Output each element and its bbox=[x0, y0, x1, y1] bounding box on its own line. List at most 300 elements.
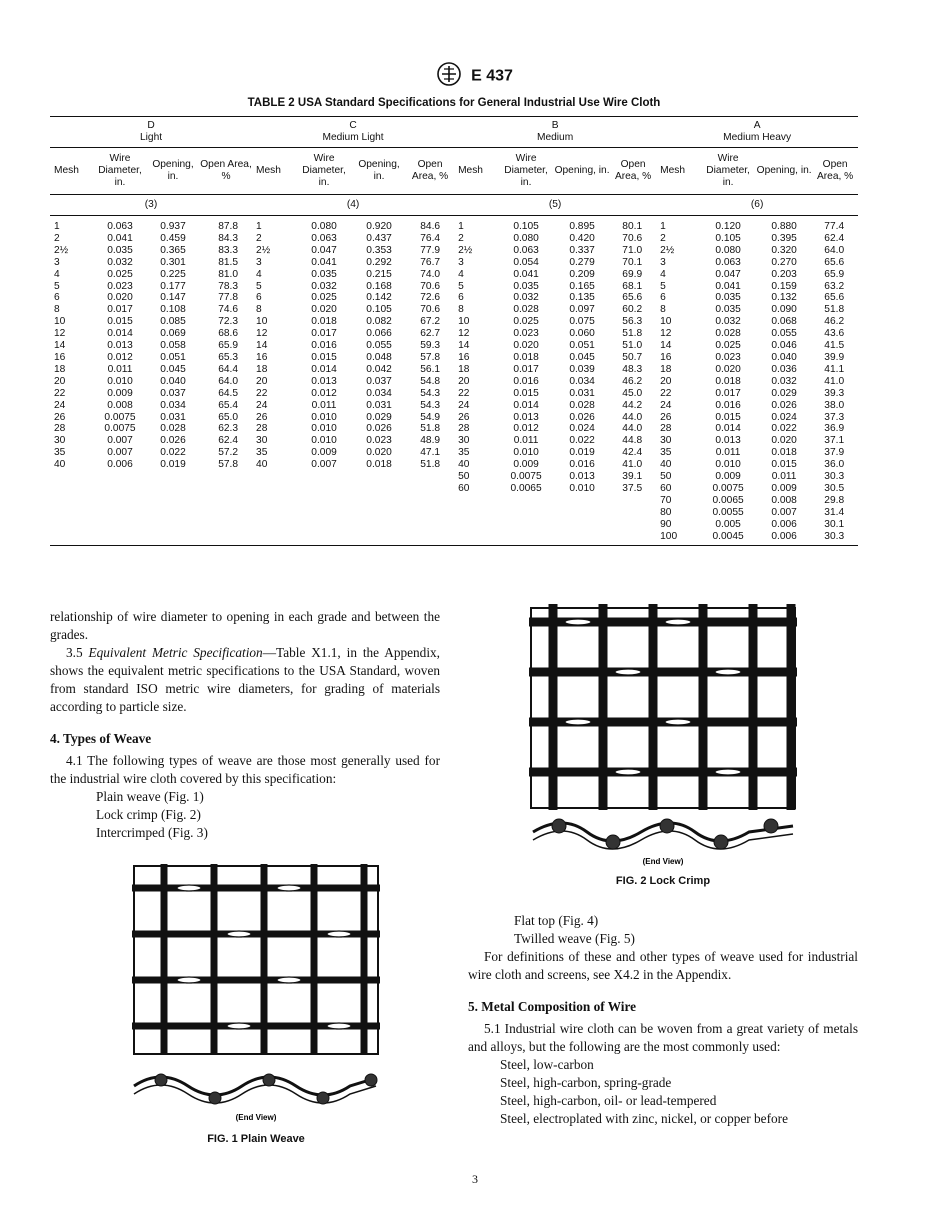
column-number-row bbox=[50, 195, 858, 216]
table-cell: 62.4 bbox=[824, 232, 845, 244]
table-cell: 0.353 bbox=[366, 244, 392, 256]
weave-item: Lock crimp (Fig. 2) bbox=[96, 807, 201, 822]
table-cell bbox=[94, 471, 146, 483]
table-cell: 76.4 bbox=[420, 232, 441, 244]
table-cell: 1 bbox=[458, 221, 464, 232]
table-row bbox=[50, 400, 858, 412]
table-cell: 50.7 bbox=[622, 351, 643, 363]
spec-table-body bbox=[50, 216, 858, 546]
table-cell bbox=[406, 519, 454, 531]
figure-2 bbox=[518, 600, 808, 887]
table-cell bbox=[498, 531, 554, 546]
table-cell: 0.034 bbox=[569, 375, 595, 387]
table-cell: 0.0075 bbox=[712, 482, 744, 494]
table-cell: 78.3 bbox=[218, 280, 239, 292]
table-cell: 57.8 bbox=[420, 351, 441, 363]
table-cell: 57.2 bbox=[218, 447, 239, 459]
table-cell: 0.011 bbox=[715, 447, 741, 459]
table-cell bbox=[146, 519, 200, 531]
table-cell: 54.3 bbox=[420, 387, 441, 399]
table-cell: 68.1 bbox=[622, 280, 643, 292]
table-cell bbox=[454, 495, 498, 507]
table-cell: 0.009 bbox=[311, 447, 337, 459]
table-cell bbox=[252, 507, 296, 519]
table-cell: 0.063 bbox=[311, 232, 337, 244]
grade-header bbox=[656, 117, 858, 148]
table-cell: 4 bbox=[256, 268, 262, 280]
table-cell: 20 bbox=[54, 375, 66, 387]
table-cell: 37.5 bbox=[622, 482, 643, 494]
grade-letter: B bbox=[551, 120, 559, 131]
table-cell: 43.6 bbox=[824, 328, 845, 340]
table-cell bbox=[296, 483, 352, 495]
table-cell: 37.9 bbox=[824, 447, 845, 459]
table-cell: 10 bbox=[660, 316, 672, 328]
table-cell: 4 bbox=[660, 268, 666, 280]
table-cell: 5 bbox=[660, 280, 666, 292]
table-cell: 81.5 bbox=[218, 256, 239, 268]
table-cell: 20 bbox=[660, 375, 672, 387]
column-header: Mesh bbox=[252, 148, 296, 195]
table-cell: 0.437 bbox=[366, 232, 392, 244]
table-cell bbox=[610, 519, 656, 531]
table-cell: 0.020 bbox=[311, 304, 337, 316]
table-cell bbox=[146, 531, 200, 546]
column-header: Open Area, % bbox=[406, 148, 454, 195]
table-cell: 2½ bbox=[256, 244, 271, 256]
table-cell: 6 bbox=[256, 292, 262, 304]
table-cell: 0.010 bbox=[311, 435, 337, 447]
page-number: 3 bbox=[472, 1172, 478, 1186]
table-cell: 60 bbox=[660, 482, 672, 494]
table-cell: 3 bbox=[54, 256, 60, 268]
table-row bbox=[50, 245, 858, 257]
table-cell: 12 bbox=[54, 328, 66, 340]
table-cell: 0.018 bbox=[771, 447, 797, 459]
table-cell: 42.4 bbox=[622, 447, 643, 459]
table-cell: 0.069 bbox=[160, 328, 186, 340]
table-cell: 30.3 bbox=[812, 531, 858, 546]
table-cell bbox=[406, 483, 454, 495]
table-cell: 0.054 bbox=[513, 256, 539, 268]
left-text-column bbox=[50, 608, 440, 842]
grade-header-row bbox=[50, 117, 858, 148]
table-cell: 0.025 bbox=[715, 340, 741, 352]
table-cell: 30 bbox=[256, 435, 268, 447]
table-cell bbox=[200, 531, 252, 546]
table-cell: 30.1 bbox=[824, 518, 845, 530]
table-cell: 0.041 bbox=[311, 256, 337, 268]
table-cell: 8 bbox=[256, 304, 262, 316]
paragraph-3-5-number: 3.5 bbox=[66, 645, 89, 660]
table-cell: 0.035 bbox=[513, 280, 539, 292]
table-cell: 0.022 bbox=[569, 435, 595, 447]
table-cell: 87.8 bbox=[218, 221, 239, 232]
table-cell: 0.029 bbox=[366, 411, 392, 423]
table-cell: 64.5 bbox=[218, 387, 239, 399]
table-cell: 24 bbox=[458, 399, 470, 411]
table-cell: 51.8 bbox=[420, 459, 441, 471]
table-cell: 0.055 bbox=[366, 340, 392, 352]
table-cell: 0.168 bbox=[366, 280, 392, 292]
end-view-label: (End View) bbox=[642, 857, 684, 866]
table-cell: 1 bbox=[54, 221, 60, 232]
table-cell: 0.047 bbox=[715, 268, 741, 280]
table-cell bbox=[454, 507, 498, 519]
table-cell: 0.090 bbox=[771, 304, 797, 316]
table-cell bbox=[352, 507, 406, 519]
table-cell: 50 bbox=[660, 471, 672, 483]
table-cell: 37.1 bbox=[824, 435, 845, 447]
table-cell: 0.007 bbox=[107, 447, 133, 459]
table-cell bbox=[200, 471, 252, 483]
table-cell bbox=[554, 507, 610, 519]
table-cell: 2½ bbox=[660, 244, 675, 256]
table-cell: 1 bbox=[256, 221, 262, 232]
table-cell: 0.020 bbox=[715, 363, 741, 375]
table-cell: 0.025 bbox=[107, 268, 133, 280]
table-cell bbox=[406, 495, 454, 507]
table-cell: 0.063 bbox=[107, 221, 133, 232]
table-cell: 18 bbox=[458, 363, 470, 375]
table-cell: 0.024 bbox=[569, 423, 595, 435]
table-cell: 0.135 bbox=[569, 292, 595, 304]
table-row bbox=[50, 364, 858, 376]
table-cell bbox=[94, 519, 146, 531]
table-cell bbox=[352, 495, 406, 507]
table-cell: 77.8 bbox=[218, 292, 239, 304]
table-cell: 41.0 bbox=[622, 459, 643, 471]
table-cell: 2 bbox=[54, 232, 60, 244]
table-cell: 0.012 bbox=[311, 387, 337, 399]
table-cell: 0.0055 bbox=[712, 506, 744, 518]
table-cell: 71.0 bbox=[622, 244, 643, 256]
table-cell: 0.036 bbox=[771, 363, 797, 375]
table-cell: 46.2 bbox=[622, 375, 643, 387]
column-header: Wire Diameter, in. bbox=[94, 148, 146, 195]
table-cell: 0.209 bbox=[569, 268, 595, 280]
table-cell bbox=[50, 483, 94, 495]
table-cell: 59.3 bbox=[420, 340, 441, 352]
table-cell: 69.9 bbox=[622, 268, 643, 280]
table-cell: 48.3 bbox=[622, 363, 643, 375]
table-cell: 0.007 bbox=[107, 435, 133, 447]
table-cell bbox=[50, 495, 94, 507]
table-cell: 44.8 bbox=[622, 435, 643, 447]
table-cell: 22 bbox=[54, 387, 66, 399]
table-cell: 0.014 bbox=[311, 363, 337, 375]
table-cell: 26 bbox=[54, 411, 66, 423]
table-cell: 0.015 bbox=[107, 316, 133, 328]
table-cell: 0.0075 bbox=[510, 471, 542, 483]
column-header: Mesh bbox=[50, 148, 94, 195]
table-cell: 63.2 bbox=[824, 280, 845, 292]
table-cell: 0.937 bbox=[160, 221, 186, 232]
table-cell bbox=[406, 531, 454, 546]
plain-weave-illustration bbox=[126, 858, 386, 1128]
column-number: (6) bbox=[656, 195, 858, 216]
table-cell: 65.6 bbox=[824, 292, 845, 304]
table-cell bbox=[94, 483, 146, 495]
table-cell: 64.4 bbox=[218, 363, 239, 375]
table-cell: 6 bbox=[660, 292, 666, 304]
table-row bbox=[50, 269, 858, 281]
table-cell: 0.012 bbox=[513, 423, 539, 435]
grade-header bbox=[454, 117, 656, 148]
table-cell: 0.007 bbox=[311, 459, 337, 471]
table-row bbox=[50, 483, 858, 495]
table-cell: 0.015 bbox=[715, 411, 741, 423]
table-cell: 0.060 bbox=[569, 328, 595, 340]
table-row bbox=[50, 316, 858, 328]
table-cell: 0.337 bbox=[569, 244, 595, 256]
table-cell: 0.024 bbox=[771, 411, 797, 423]
table-cell: 81.0 bbox=[218, 268, 239, 280]
table-cell: 3 bbox=[458, 256, 464, 268]
table-cell: 0.041 bbox=[107, 232, 133, 244]
grade-name: Medium bbox=[536, 132, 574, 143]
table-cell bbox=[610, 507, 656, 519]
table-cell: 0.022 bbox=[160, 447, 186, 459]
table-cell: 0.895 bbox=[569, 221, 595, 232]
table-cell: 0.009 bbox=[107, 387, 133, 399]
table-cell: 0.025 bbox=[513, 316, 539, 328]
column-header: Mesh bbox=[454, 148, 498, 195]
column-header: Opening, in. bbox=[352, 148, 406, 195]
table-cell: 0.041 bbox=[715, 280, 741, 292]
table-cell bbox=[554, 531, 610, 546]
table-cell: 0.034 bbox=[160, 399, 186, 411]
table-cell: 56.3 bbox=[622, 316, 643, 328]
table-cell: 0.048 bbox=[366, 351, 392, 363]
table-cell: 0.019 bbox=[569, 447, 595, 459]
table-cell: 0.017 bbox=[715, 387, 741, 399]
table-cell: 40 bbox=[458, 459, 470, 471]
grade-name: Light bbox=[139, 132, 163, 143]
grade-header bbox=[50, 117, 252, 148]
table-cell bbox=[252, 495, 296, 507]
table-cell: 54.8 bbox=[420, 375, 441, 387]
table-cell: 39.3 bbox=[824, 387, 845, 399]
table-cell bbox=[146, 483, 200, 495]
table-cell: 36.9 bbox=[824, 423, 845, 435]
table-cell: 0.032 bbox=[771, 375, 797, 387]
table-cell: 0.031 bbox=[160, 411, 186, 423]
table-cell: 0.032 bbox=[715, 316, 741, 328]
table-cell: 0.017 bbox=[107, 304, 133, 316]
table-cell bbox=[200, 519, 252, 531]
table-cell: 0.105 bbox=[715, 232, 741, 244]
table-cell: 35 bbox=[256, 447, 268, 459]
table-cell: 70.1 bbox=[622, 256, 643, 268]
table-cell: 0.010 bbox=[311, 411, 337, 423]
table-cell bbox=[454, 531, 498, 546]
table-cell: 35 bbox=[54, 447, 66, 459]
table-cell: 0.006 bbox=[107, 459, 133, 471]
table-row bbox=[50, 233, 858, 245]
table-cell: 22 bbox=[660, 387, 672, 399]
table-cell: 30 bbox=[660, 435, 672, 447]
table-row bbox=[50, 447, 858, 459]
table-cell: 0.018 bbox=[366, 459, 392, 471]
table-cell: 24 bbox=[54, 399, 66, 411]
table-cell: 0.147 bbox=[160, 292, 186, 304]
table-cell bbox=[200, 483, 252, 495]
table-cell: 70.6 bbox=[420, 304, 441, 316]
column-header: Open Area, % bbox=[812, 148, 858, 195]
table-cell: 77.9 bbox=[420, 244, 441, 256]
table-cell: 28 bbox=[256, 423, 268, 435]
table-cell: 0.032 bbox=[513, 292, 539, 304]
table-cell: 0.018 bbox=[715, 375, 741, 387]
table-row bbox=[50, 412, 858, 424]
table-cell: 100 bbox=[656, 531, 700, 546]
table-cell: 77.4 bbox=[824, 221, 845, 232]
table-row bbox=[50, 340, 858, 352]
table-cell: 0.301 bbox=[160, 256, 186, 268]
table-cell: 0.034 bbox=[366, 387, 392, 399]
table-cell: 0.028 bbox=[160, 423, 186, 435]
table-cell: 22 bbox=[256, 387, 268, 399]
table-cell: 0.046 bbox=[771, 340, 797, 352]
table-cell: 0.085 bbox=[160, 316, 186, 328]
table-cell bbox=[554, 495, 610, 507]
table-row bbox=[50, 328, 858, 340]
table-cell: 14 bbox=[660, 340, 672, 352]
table-cell: 20 bbox=[256, 375, 268, 387]
column-number: (4) bbox=[252, 195, 454, 216]
table-cell: 0.015 bbox=[513, 387, 539, 399]
weave-item: Plain weave (Fig. 1) bbox=[96, 789, 204, 804]
table-cell bbox=[200, 495, 252, 507]
table-cell: 70 bbox=[660, 494, 672, 506]
table-cell: 0.029 bbox=[771, 387, 797, 399]
table-cell: 0.009 bbox=[715, 471, 741, 483]
table-cell: 2 bbox=[458, 232, 464, 244]
grade-name: Medium Light bbox=[322, 132, 384, 143]
table-cell bbox=[610, 531, 656, 546]
table-cell: 28 bbox=[54, 423, 66, 435]
lock-crimp-illustration bbox=[523, 600, 803, 870]
table-cell: 0.032 bbox=[107, 256, 133, 268]
table-cell: 31.4 bbox=[824, 506, 845, 518]
table-cell bbox=[296, 471, 352, 483]
figure-2-caption: FIG. 2 Lock Crimp bbox=[615, 875, 711, 887]
table-cell: 6 bbox=[458, 292, 464, 304]
table-cell: 0.031 bbox=[366, 399, 392, 411]
table-cell: 0.037 bbox=[160, 387, 186, 399]
table-cell: 0.008 bbox=[107, 399, 133, 411]
table-cell: 0.203 bbox=[771, 268, 797, 280]
table-row bbox=[50, 519, 858, 531]
table-cell: 0.013 bbox=[513, 411, 539, 423]
table-cell bbox=[50, 531, 94, 546]
table-cell bbox=[50, 519, 94, 531]
table-cell bbox=[200, 507, 252, 519]
table-cell bbox=[94, 531, 146, 546]
table-cell: 0.013 bbox=[715, 435, 741, 447]
table-cell: 0.006 bbox=[771, 518, 797, 530]
table-cell: 0.011 bbox=[107, 363, 133, 375]
table-cell: 0.010 bbox=[513, 447, 539, 459]
table-cell: 26 bbox=[458, 411, 470, 423]
table-cell: 30.3 bbox=[824, 471, 845, 483]
table-cell: 44.0 bbox=[622, 423, 643, 435]
paragraph-3-5-text: —Table X1.1, in the Appendix, shows the equivalent metric specifications to the USA Standard, woven from standard ISO metric wire diameters, for grading of materials according to particle size. bbox=[50, 645, 440, 714]
table-cell: 0.132 bbox=[771, 292, 797, 304]
table-cell: 0.063 bbox=[715, 256, 741, 268]
table-cell: 8 bbox=[458, 304, 464, 316]
column-header: Wire Diameter, in. bbox=[700, 148, 756, 195]
table-row bbox=[50, 304, 858, 316]
table-cell: 51.8 bbox=[622, 328, 643, 340]
table-cell: 64.0 bbox=[218, 375, 239, 387]
table-cell: 60 bbox=[458, 482, 470, 494]
table-cell: 30.5 bbox=[824, 482, 845, 494]
table-cell: 40 bbox=[54, 459, 66, 471]
table-cell: 35 bbox=[458, 447, 470, 459]
table-row bbox=[50, 281, 858, 293]
table-cell: 0.017 bbox=[311, 328, 337, 340]
table-cell: 0.013 bbox=[569, 471, 595, 483]
figure-1 bbox=[106, 858, 406, 1145]
table-row bbox=[50, 257, 858, 269]
table-cell: 26 bbox=[256, 411, 268, 423]
table-cell bbox=[610, 495, 656, 507]
table-cell bbox=[146, 495, 200, 507]
table-cell: 0.031 bbox=[569, 387, 595, 399]
table-cell bbox=[454, 519, 498, 531]
table-cell: 0.010 bbox=[107, 375, 133, 387]
table-cell: 62.4 bbox=[218, 435, 239, 447]
table-cell: 0.026 bbox=[771, 399, 797, 411]
table-cell: 0.055 bbox=[771, 328, 797, 340]
table-cell: 0.215 bbox=[366, 268, 392, 280]
table-cell: 38.0 bbox=[824, 399, 845, 411]
table-cell: 65.0 bbox=[218, 411, 239, 423]
column-number: (5) bbox=[454, 195, 656, 216]
spec-table-container bbox=[50, 116, 858, 546]
column-header: Opening, in. bbox=[756, 148, 812, 195]
table-cell bbox=[498, 519, 554, 531]
column-header-row bbox=[50, 148, 858, 195]
table-cell: 36.0 bbox=[824, 459, 845, 471]
table-cell: 0.007 bbox=[771, 506, 797, 518]
table-cell: 60.2 bbox=[622, 304, 643, 316]
table-cell: 3 bbox=[660, 256, 666, 268]
table-cell: 0.005 bbox=[715, 518, 741, 530]
table-cell: 0.014 bbox=[107, 328, 133, 340]
table-cell: 0.026 bbox=[569, 411, 595, 423]
table-cell: 2½ bbox=[458, 244, 473, 256]
table-cell: 65.3 bbox=[218, 351, 239, 363]
table-row bbox=[50, 531, 858, 546]
table-cell bbox=[94, 495, 146, 507]
table-cell: 37.3 bbox=[824, 411, 845, 423]
table-cell: 5 bbox=[256, 280, 262, 292]
table-cell: 14 bbox=[458, 340, 470, 352]
paragraph-4-1: 4.1 The following types of weave are those most generally used for the industrial wire cloth covered by this specification: bbox=[50, 753, 440, 786]
table-cell: 10 bbox=[54, 316, 66, 328]
table-cell: 0.010 bbox=[715, 459, 741, 471]
table-cell: 0.040 bbox=[771, 351, 797, 363]
table-cell: 0.020 bbox=[513, 340, 539, 352]
table-cell: 0.010 bbox=[569, 482, 595, 494]
table-cell: 65.9 bbox=[824, 268, 845, 280]
table-cell: 0.009 bbox=[513, 459, 539, 471]
table-cell: 0.022 bbox=[771, 423, 797, 435]
table-cell: 0.016 bbox=[513, 375, 539, 387]
